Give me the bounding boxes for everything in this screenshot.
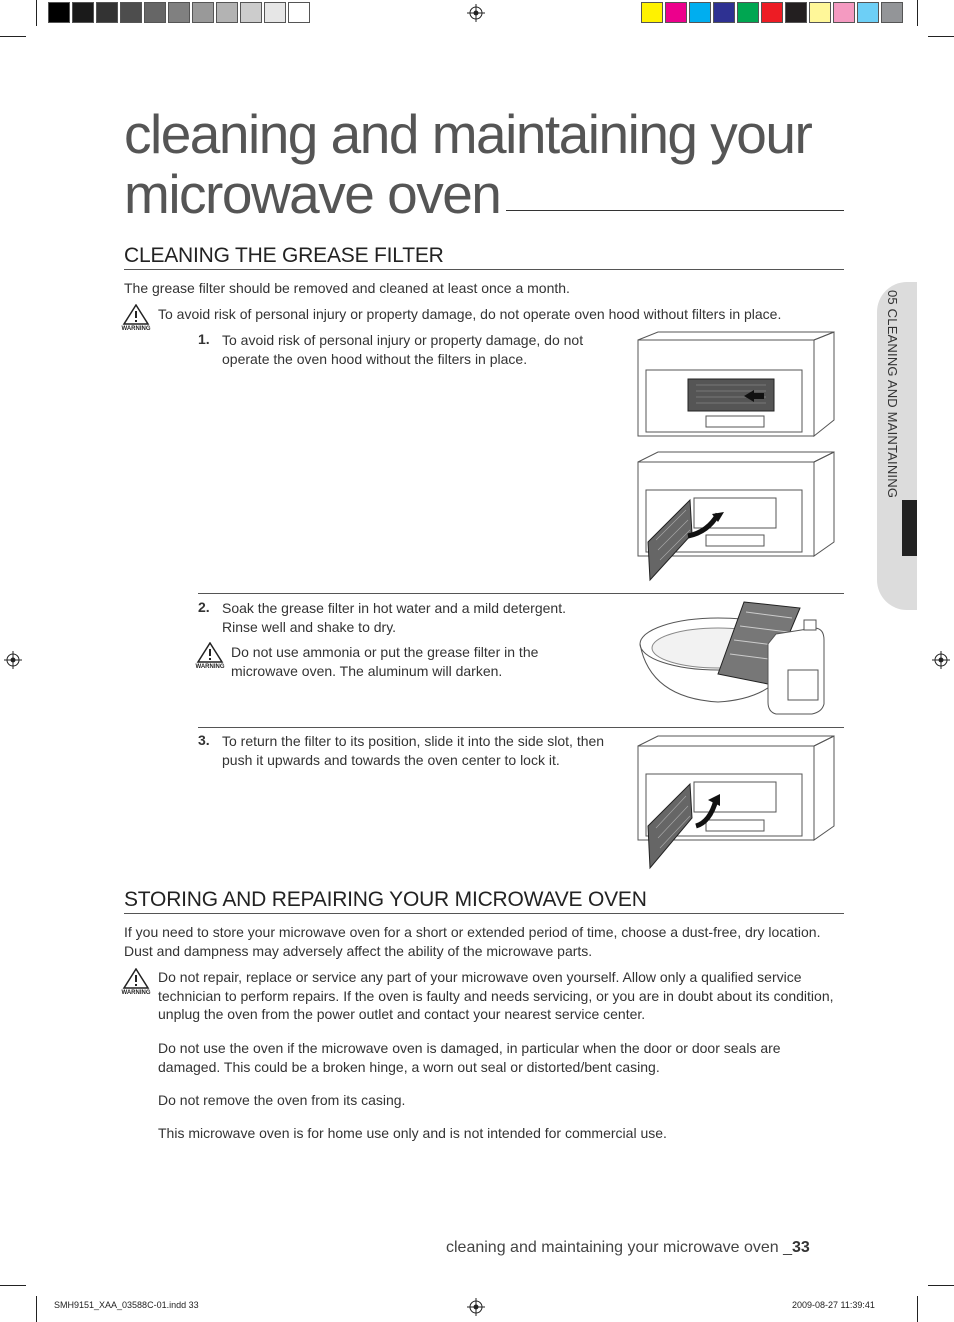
color-swatch xyxy=(713,2,735,23)
footer-title: cleaning and maintaining your microwave oven _ xyxy=(446,1239,792,1256)
crop-mark xyxy=(928,1285,954,1286)
crop-mark xyxy=(917,1296,918,1322)
registration-mark-icon xyxy=(467,1298,485,1316)
color-swatch xyxy=(120,2,142,23)
section-heading: CLEANING THE GREASE FILTER xyxy=(124,244,444,267)
step-text: To return the filter to its position, slide it into the side slot, then push it upwards and towards the oven center to lock it. xyxy=(222,733,605,768)
color-swatch xyxy=(881,2,903,23)
chapter-tab-marker xyxy=(902,500,917,556)
soaking-filter-illustration xyxy=(636,598,832,718)
print-slug-file: SMH9151_XAA_03588C-01.indd 33 xyxy=(54,1300,199,1310)
color-swatch xyxy=(192,2,214,23)
registration-mark-icon xyxy=(467,4,485,22)
color-swatch xyxy=(96,2,118,23)
chapter-tab-label: 05 CLEANING AND MAINTAINING xyxy=(885,290,900,499)
filter-removal-illustration xyxy=(636,450,838,584)
warning-icon xyxy=(118,304,154,334)
warning-text: This microwave oven is for home use only and is not intended for commercial use. xyxy=(158,1125,667,1141)
section-intro: The grease filter should be removed and cleaned at least once a month. xyxy=(124,280,570,296)
warning-label: WARNING xyxy=(195,664,225,670)
page-title: cleaning and maintaining your microwave oven xyxy=(124,103,812,225)
color-swatch xyxy=(216,2,238,23)
color-swatch xyxy=(641,2,663,23)
page-number: 33 xyxy=(791,1239,810,1256)
registration-mark-icon xyxy=(4,651,22,669)
crop-mark xyxy=(36,1296,37,1322)
step-text: To avoid risk of personal injury or property damage, do not operate the oven hood without the filters in place. xyxy=(222,332,584,367)
color-swatch xyxy=(857,2,879,23)
color-swatch xyxy=(168,2,190,23)
section-rule xyxy=(124,269,844,270)
color-swatch xyxy=(665,2,687,23)
step-divider xyxy=(198,593,844,594)
warning-icon xyxy=(118,968,154,998)
warning-text: Do not remove the oven from its casing. xyxy=(158,1092,406,1108)
warning-label: WARNING xyxy=(121,326,151,332)
warning-text: Do not repair, replace or service any part of your microwave oven yourself. Allow only a qualified service technician to perform repairs. If the oven is faulty and needs servicing, or you are in doubt about its condition, unplug the oven from the power outlet and contact your nearest service center. xyxy=(158,969,834,1022)
color-swatch xyxy=(833,2,855,23)
page-footer xyxy=(446,1239,810,1257)
color-swatch xyxy=(689,2,711,23)
crop-mark xyxy=(0,1285,26,1286)
color-swatch xyxy=(737,2,759,23)
title-underline xyxy=(506,210,844,211)
crop-mark xyxy=(36,0,37,26)
warning-icon xyxy=(192,642,228,672)
warning-text: Do not use the oven if the microwave oven is damaged, in particular when the door or door seals are damaged. This could be a broken hinge, a worn out seal or distorted/bent casing. xyxy=(158,1040,781,1075)
color-swatch xyxy=(264,2,286,23)
section-intro: If you need to store your microwave oven for a short or extended period of time, choose a dust-free, dry location. Dust and dampness may adversely affect the ability of the microwave parts. xyxy=(124,924,821,959)
color-swatch xyxy=(785,2,807,23)
color-swatch xyxy=(48,2,70,23)
step-number: 3. xyxy=(198,732,210,748)
color-swatch xyxy=(761,2,783,23)
filter-reinstall-illustration xyxy=(636,734,838,872)
section-rule xyxy=(124,913,844,914)
color-swatch xyxy=(72,2,94,23)
print-slug-date: 2009-08-27 11:39:41 xyxy=(792,1300,875,1310)
step-divider xyxy=(198,727,844,728)
warning-text: To avoid risk of personal injury or property damage, do not operate oven hood without filters in place. xyxy=(158,306,782,322)
color-swatch xyxy=(809,2,831,23)
warning-text: Do not use ammonia or put the grease filter in the microwave oven. The aluminum will darken. xyxy=(231,644,539,679)
step-number: 1. xyxy=(198,331,210,347)
registration-mark-icon xyxy=(932,651,950,669)
crop-mark xyxy=(928,36,954,37)
step-number: 2. xyxy=(198,599,210,615)
crop-mark xyxy=(917,0,918,26)
section-heading: STORING AND REPAIRING YOUR MICROWAVE OVEN xyxy=(124,888,647,911)
color-swatch xyxy=(240,2,262,23)
color-swatch xyxy=(288,2,310,23)
color-swatch xyxy=(144,2,166,23)
oven-filter-illustration xyxy=(636,330,838,442)
step-text: Soak the grease filter in hot water and a mild detergent. Rinse well and shake to dry. xyxy=(222,600,566,635)
crop-mark xyxy=(0,36,26,37)
warning-label: WARNING xyxy=(121,990,151,996)
